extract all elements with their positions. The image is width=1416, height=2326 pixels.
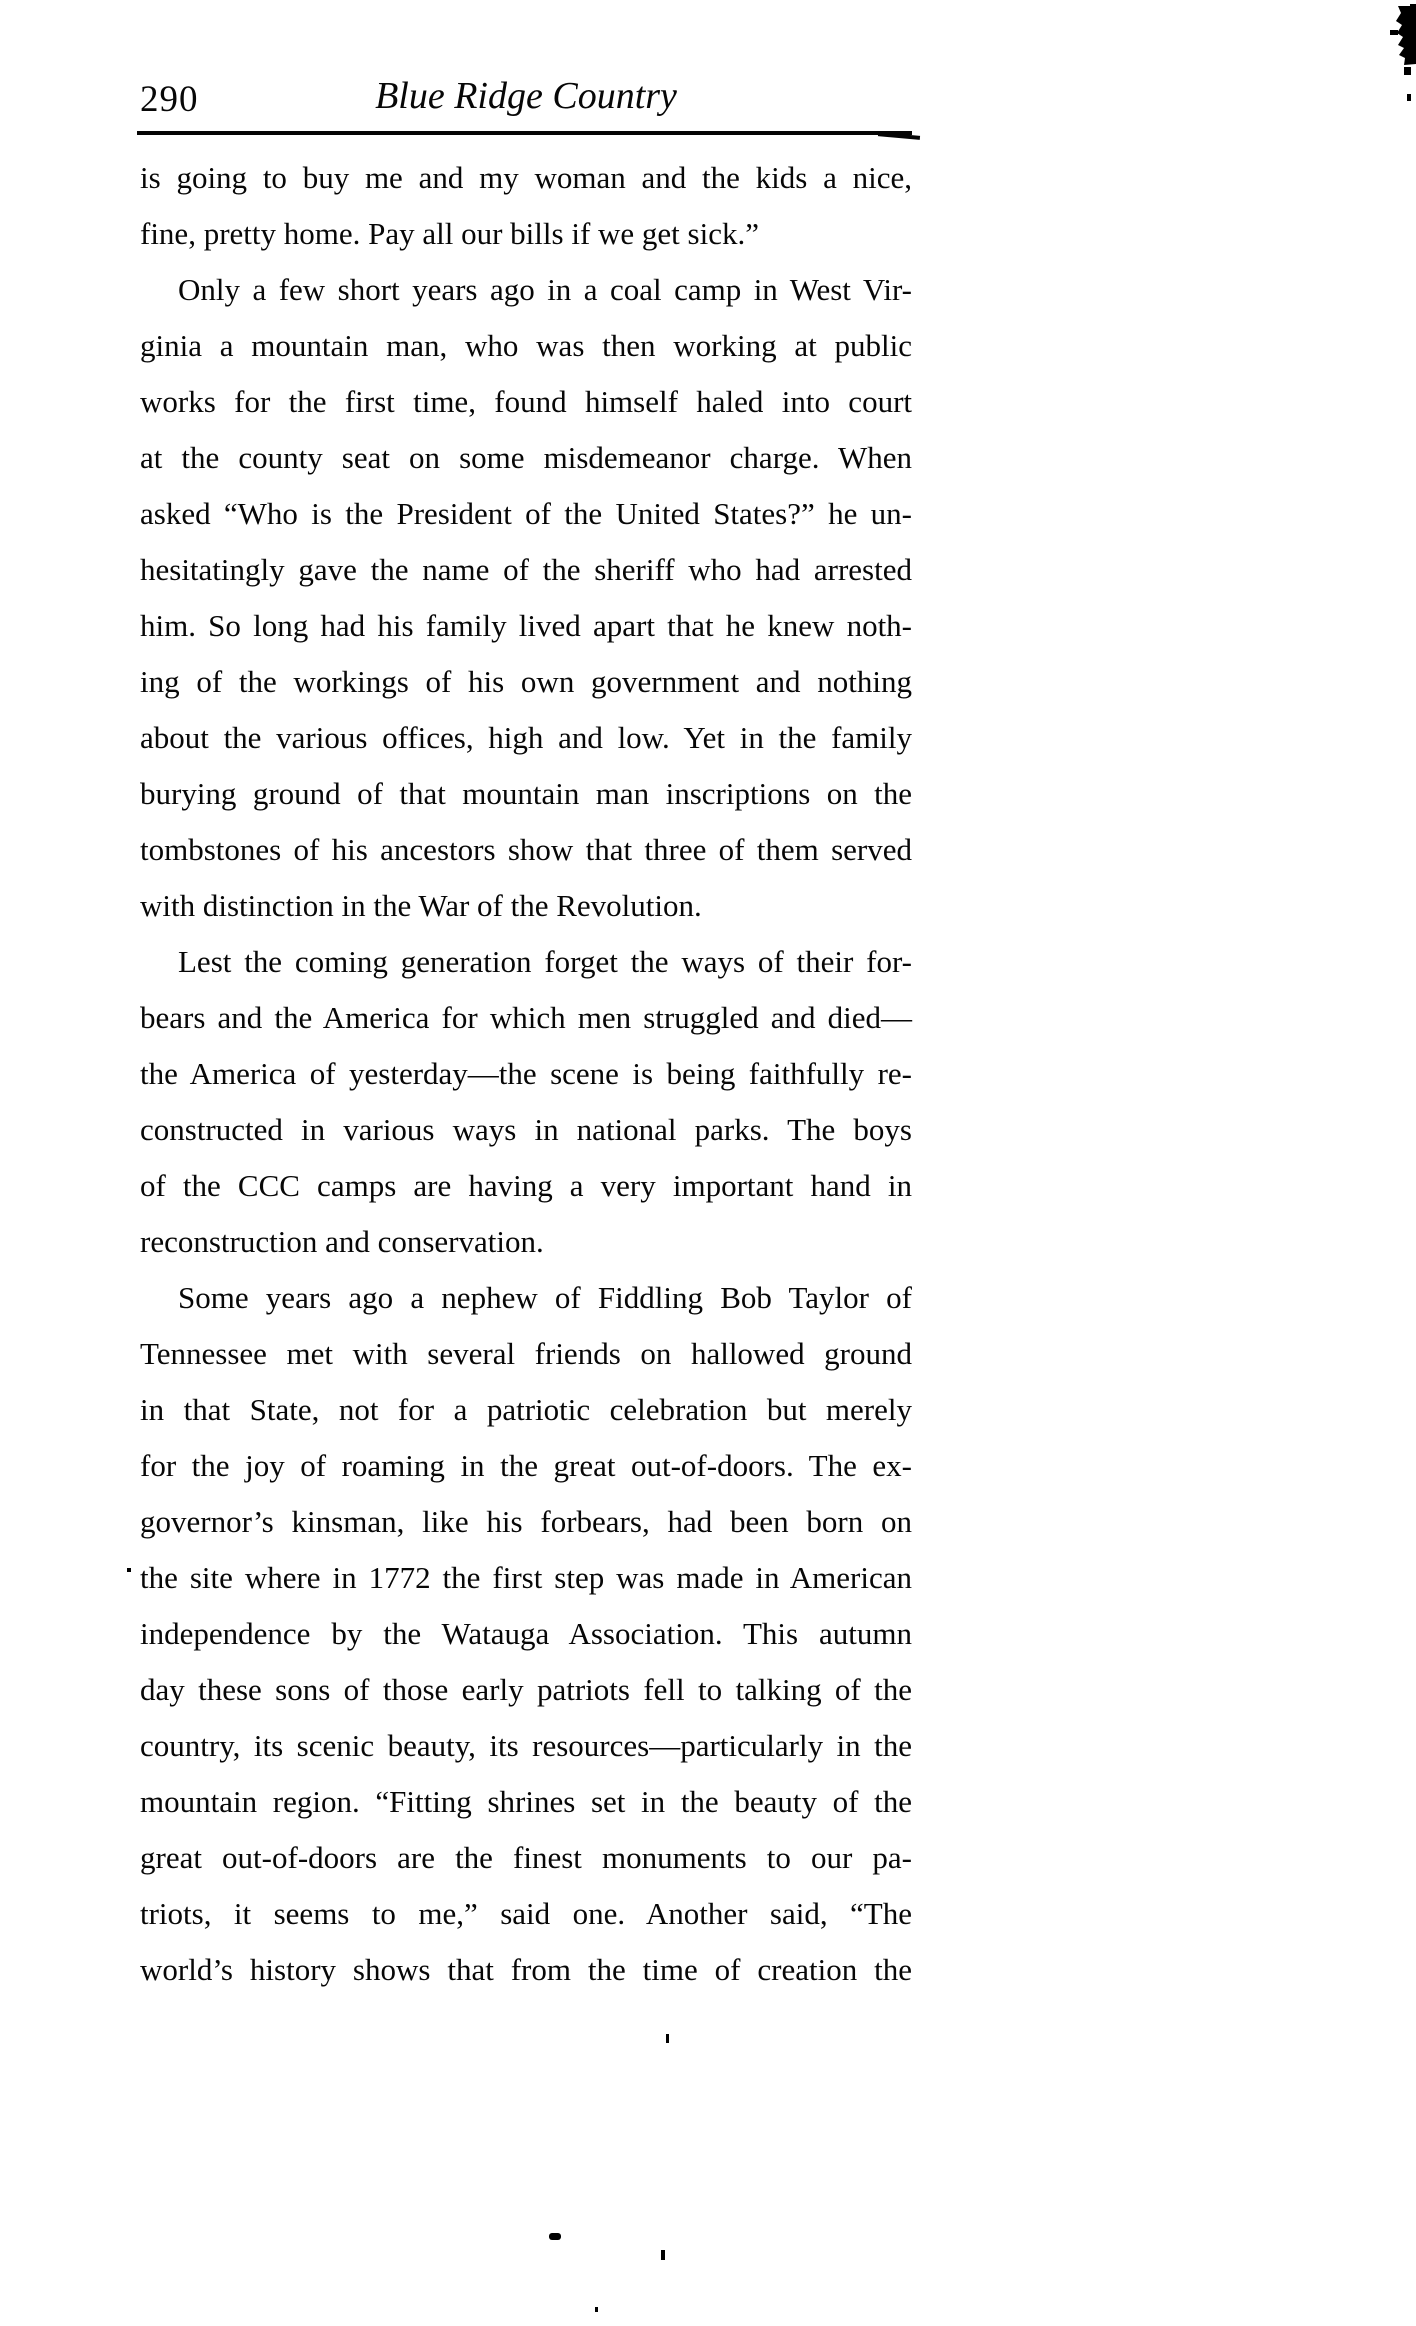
page-number: 290 bbox=[140, 79, 199, 120]
text-line: Some years ago a nephew of Fiddling Bob Taylor of bbox=[178, 1280, 912, 1315]
body-text bbox=[140, 150, 912, 1998]
paragraph bbox=[140, 262, 912, 934]
text-line: the America of yesterday—the scene is being faithfully re- bbox=[140, 1056, 912, 1091]
text-line: triots, it seems to me,” said one. Another said, “The bbox=[140, 1896, 912, 1931]
text-line: asked “Who is the President of the United States?” he un- bbox=[140, 496, 912, 531]
text-line: at the county seat on some misdemeanor charge. When bbox=[140, 440, 912, 475]
header-rule bbox=[137, 131, 912, 135]
paragraph bbox=[140, 1270, 912, 1998]
running-title: Blue Ridge Country bbox=[375, 75, 677, 117]
paragraph bbox=[140, 150, 912, 262]
text-line: works for the first time, found himself haled into court bbox=[140, 384, 912, 419]
text-line: independence by the Watauga Association. This autumn bbox=[140, 1616, 912, 1651]
text-line: is going to buy me and my woman and the kids a nice, bbox=[140, 160, 912, 195]
ink-blot bbox=[1390, 4, 1416, 114]
text-line: day these sons of those early patriots fell to talking of the bbox=[140, 1672, 912, 1707]
text-line: reconstruction and conservation. bbox=[140, 1224, 544, 1259]
text-line: constructed in various ways in national parks. The boys bbox=[140, 1112, 912, 1147]
text-line: him. So long had his family lived apart that he knew noth- bbox=[140, 608, 912, 643]
text-line: ginia a mountain man, who was then working at public bbox=[140, 328, 912, 363]
text-line: fine, pretty home. Pay all our bills if we get sick.” bbox=[140, 216, 759, 251]
text-line: bears and the America for which men struggled and died— bbox=[140, 1000, 912, 1035]
text-line: tombstones of his ancestors show that three of them served bbox=[140, 832, 912, 867]
text-line: Tennessee met with several friends on hallowed ground bbox=[140, 1336, 912, 1371]
text-line: for the joy of roaming in the great out-of-doors. The ex- bbox=[140, 1448, 912, 1483]
text-line: Only a few short years ago in a coal camp in West Vir- bbox=[178, 272, 912, 307]
text-line: with distinction in the War of the Revolution. bbox=[140, 888, 702, 923]
text-line: hesitatingly gave the name of the sheriff who had arrested bbox=[140, 552, 912, 587]
text-line: ing of the workings of his own government and nothing bbox=[140, 664, 912, 699]
scan-speck bbox=[666, 2034, 669, 2043]
text-line: great out-of-doors are the finest monuments to our pa- bbox=[140, 1840, 912, 1875]
text-line: burying ground of that mountain man inscriptions on the bbox=[140, 776, 912, 811]
scan-speck bbox=[127, 1568, 131, 1572]
text-line: of the CCC camps are having a very important hand in bbox=[140, 1168, 912, 1203]
header-rule-end bbox=[878, 132, 920, 140]
paragraph bbox=[140, 934, 912, 1270]
text-line: about the various offices, high and low. Yet in the family bbox=[140, 720, 912, 755]
text-line: in that State, not for a patriotic celebration but merely bbox=[140, 1392, 912, 1427]
scan-speck bbox=[661, 2250, 665, 2260]
scan-speck bbox=[595, 2307, 598, 2312]
text-line: world’s history shows that from the time of creation the bbox=[140, 1952, 912, 1987]
text-line: Lest the coming generation forget the ways of their for- bbox=[178, 944, 912, 979]
text-line: country, its scenic beauty, its resources—particularly in the bbox=[140, 1728, 912, 1763]
text-line: governor’s kinsman, like his forbears, had been born on bbox=[140, 1504, 912, 1539]
text-line: the site where in 1772 the first step was made in American bbox=[140, 1560, 912, 1595]
text-line: mountain region. “Fitting shrines set in the beauty of the bbox=[140, 1784, 912, 1819]
scan-speck bbox=[549, 2233, 561, 2240]
